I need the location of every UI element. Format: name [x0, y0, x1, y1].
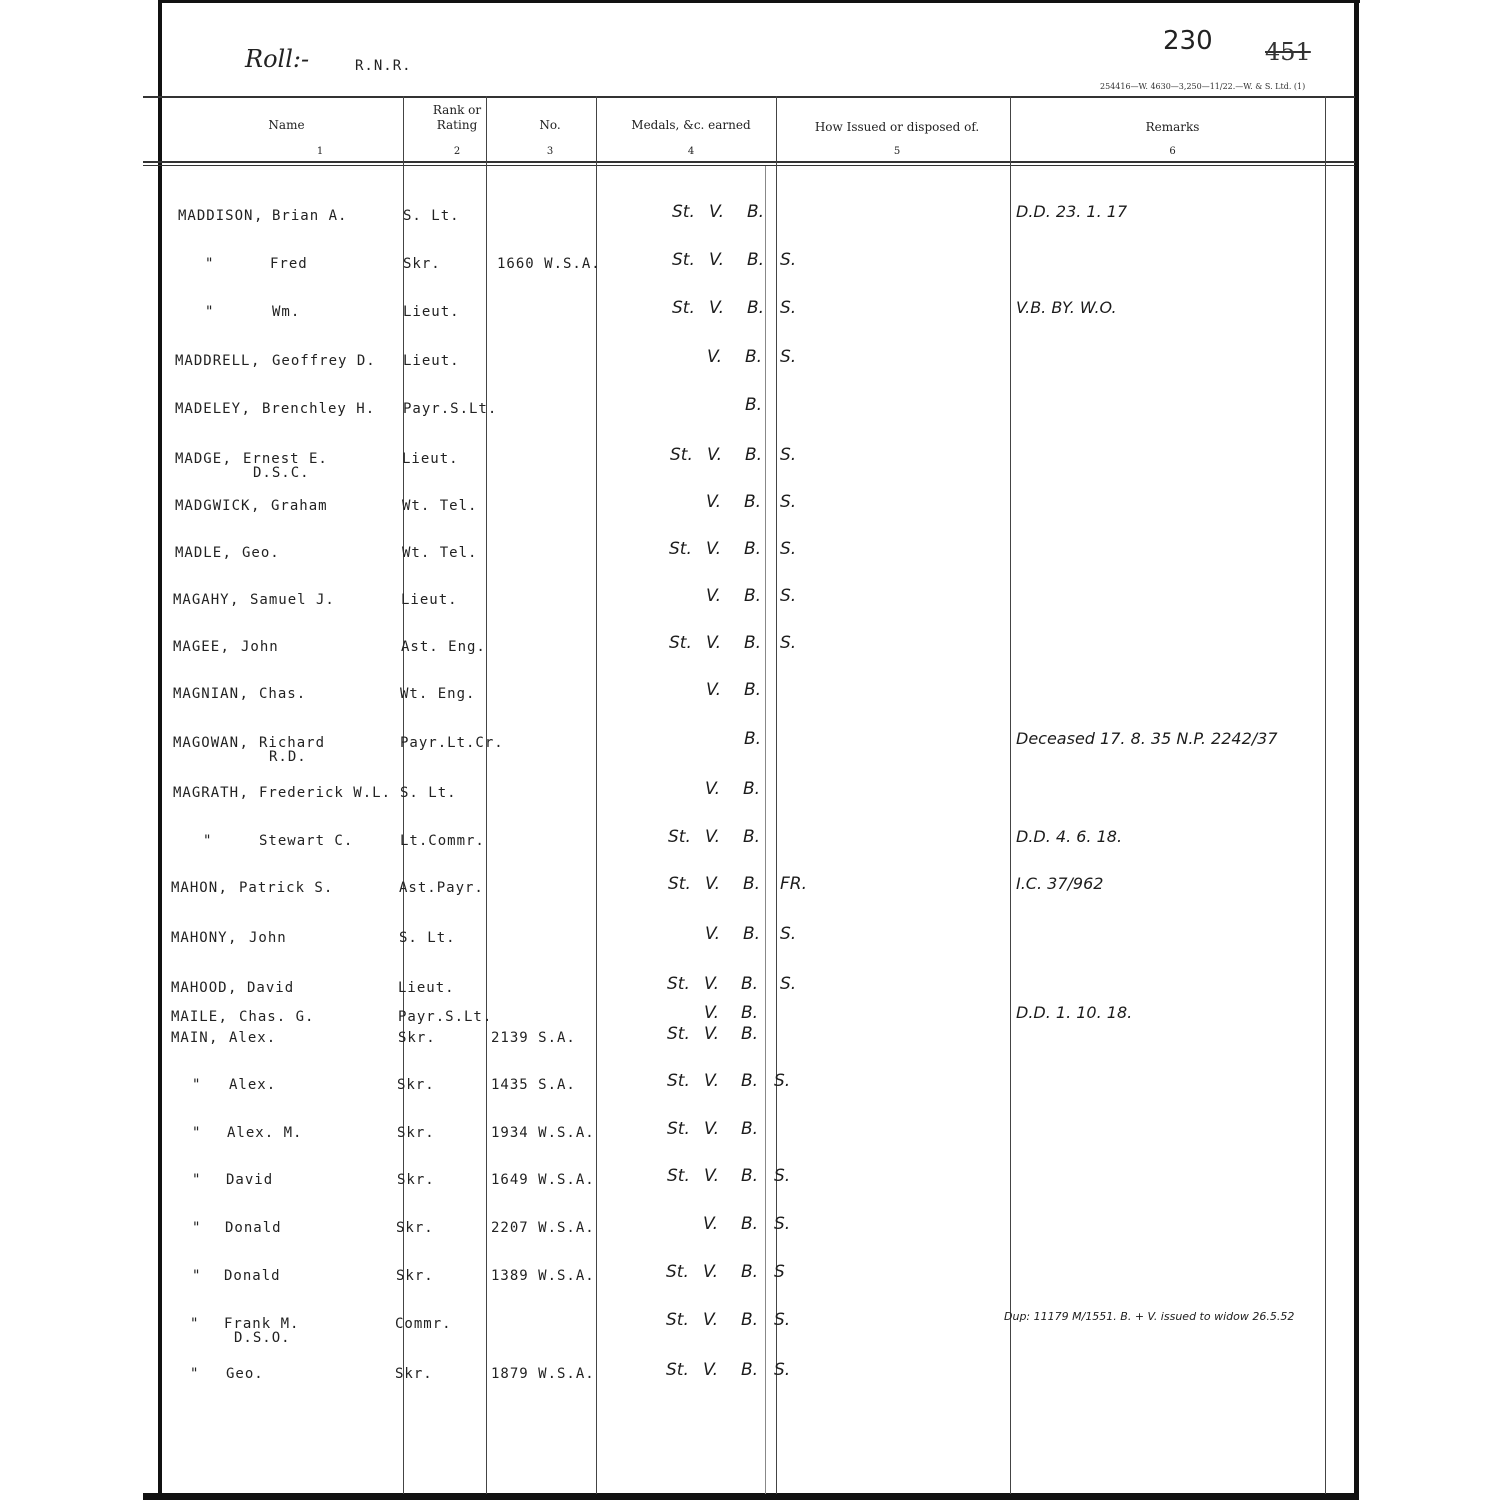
- entry-given-name: Samuel J.: [250, 592, 335, 608]
- entry-separator: ,: [218, 1009, 228, 1025]
- entry-issued: S.: [780, 586, 797, 606]
- entry-medal: V.: [705, 827, 721, 847]
- entry-rank: Skr.: [397, 1077, 435, 1093]
- entry-surname: MAGOWAN: [173, 735, 240, 751]
- entry-medal: V.: [704, 1119, 720, 1139]
- entry-given-name: John: [249, 930, 287, 946]
- entry-medal: St.: [666, 1310, 689, 1330]
- column-number: 6: [1169, 146, 1176, 157]
- entry-official-number: 1660 W.S.A.: [497, 256, 601, 272]
- entry-rank: Payr.S.Lt.: [398, 1009, 493, 1025]
- entry-given-name: Alex.: [229, 1077, 277, 1093]
- entry-rank: Payr.Lt.Cr.: [400, 735, 504, 751]
- column-header-name: Name: [268, 118, 305, 132]
- roll-label: Roll:-: [245, 45, 310, 73]
- entry-medal: V.: [707, 347, 723, 367]
- entry-surname: ": [205, 256, 215, 272]
- entry-surname: MAHON: [171, 880, 219, 896]
- column-number: 2: [453, 146, 461, 157]
- entry-given-name: Alex. M.: [227, 1125, 303, 1141]
- entry-decoration: R.D.: [269, 749, 307, 765]
- entry-rank: Wt. Eng.: [400, 686, 476, 702]
- entry-medal: St.: [668, 874, 691, 894]
- entry-issued: S.: [780, 250, 797, 270]
- entry-issued: S.: [780, 347, 797, 367]
- entry-medal: B.: [741, 1310, 759, 1330]
- entry-medal: St.: [670, 445, 693, 465]
- entry-given-name: Ernest E.: [243, 451, 328, 467]
- entry-rank: Lieut.: [403, 353, 460, 369]
- entry-surname: ": [192, 1172, 202, 1188]
- entry-surname: MAHONY: [171, 930, 228, 946]
- entry-rank: Ast.Payr.: [399, 880, 484, 896]
- entry-surname: MADGE: [175, 451, 223, 467]
- entry-surname: MAHOOD: [171, 980, 228, 996]
- column-number: 1: [316, 146, 324, 157]
- entry-surname: ": [192, 1125, 202, 1141]
- entry-separator: ,: [228, 930, 238, 946]
- entry-medal: B.: [747, 298, 765, 318]
- entry-medal: V.: [705, 924, 721, 944]
- entry-medal: V.: [705, 779, 721, 799]
- entry-surname: ": [203, 833, 213, 849]
- entry-decoration: D.S.O.: [234, 1330, 291, 1346]
- entry-official-number: 2139 S.A.: [491, 1030, 576, 1046]
- old-page-number: 451: [1265, 38, 1311, 66]
- entry-rank: Lieut.: [403, 304, 460, 320]
- entry-separator: ,: [251, 353, 261, 369]
- entry-remarks: Deceased 17. 8. 35 N.P. 2242/37: [1016, 729, 1278, 748]
- entry-medal: V.: [709, 202, 725, 222]
- entry-given-name: John: [241, 639, 279, 655]
- column-divider: [1325, 96, 1326, 1494]
- column-header-medals: Medals, &c. earned: [631, 118, 751, 132]
- entry-rank: Lieut.: [402, 451, 459, 467]
- entry-rank: Payr.S.Lt.: [403, 401, 498, 417]
- column-divider: [596, 96, 597, 1494]
- entry-surname: MADDRELL: [175, 353, 251, 369]
- entry-medal: St.: [666, 1360, 689, 1380]
- entry-issued: S.: [780, 924, 797, 944]
- entry-rank: Wt. Tel.: [402, 498, 478, 514]
- entry-official-number: 1934 W.S.A.: [491, 1125, 595, 1141]
- entry-given-name: Graham: [271, 498, 328, 514]
- entry-medal: B.: [741, 1024, 759, 1044]
- entry-issued: S.: [774, 1166, 791, 1186]
- entry-medal: V.: [703, 1214, 719, 1234]
- entry-surname: MAGAHY: [173, 592, 230, 608]
- entry-medal: B.: [745, 395, 763, 415]
- entry-medal: V.: [704, 1071, 720, 1091]
- entry-rank: Skr.: [398, 1030, 436, 1046]
- entry-official-number: 1879 W.S.A.: [491, 1366, 595, 1382]
- entry-given-name: Frank M.: [224, 1316, 300, 1332]
- entry-medal: St.: [672, 202, 695, 222]
- entry-issued: S.: [780, 633, 797, 653]
- entry-rank: Skr.: [396, 1220, 434, 1236]
- page-edge: [143, 1493, 1359, 1500]
- entry-given-name: Brian A.: [272, 208, 348, 224]
- entry-medal: V.: [704, 974, 720, 994]
- entry-surname: ": [205, 304, 215, 320]
- entry-separator: ,: [222, 451, 232, 467]
- entry-official-number: 2207 W.S.A.: [491, 1220, 595, 1236]
- entry-rank: Skr.: [395, 1366, 433, 1382]
- entry-issued: S.: [780, 539, 797, 559]
- entry-medal: B.: [745, 445, 763, 465]
- entry-medal: V.: [704, 1166, 720, 1186]
- entry-surname: ": [190, 1316, 200, 1332]
- entry-surname: ": [192, 1268, 202, 1284]
- entry-medal: V.: [705, 874, 721, 894]
- entry-surname: MADLE: [175, 545, 223, 561]
- column-divider: [486, 96, 487, 1494]
- entry-medal: St.: [667, 1071, 690, 1091]
- entry-medal: St.: [669, 539, 692, 559]
- header-rule: [143, 161, 1355, 163]
- entry-medal: B.: [741, 974, 759, 994]
- entry-issued: S.: [774, 1310, 791, 1330]
- column-number: 4: [687, 146, 695, 157]
- entry-medal: B.: [741, 1071, 759, 1091]
- entry-remarks: Dup: 11179 M/1551. B. + V. issued to widow 26.5.52: [1004, 1310, 1295, 1323]
- entry-given-name: Alex.: [229, 1030, 277, 1046]
- entry-issued: S.: [780, 445, 797, 465]
- entry-given-name: Donald: [225, 1220, 282, 1236]
- entry-medal: B.: [745, 347, 763, 367]
- entry-separator: ,: [254, 208, 264, 224]
- entry-separator: ,: [220, 639, 230, 655]
- entry-official-number: 1435 S.A.: [491, 1077, 576, 1093]
- entry-medal: V.: [709, 250, 725, 270]
- entry-medal: St.: [666, 1262, 689, 1282]
- entry-medal: St.: [669, 633, 692, 653]
- entry-rank: Wt. Tel.: [402, 545, 478, 561]
- entry-given-name: Geoffrey D.: [272, 353, 376, 369]
- entry-separator: ,: [209, 1030, 219, 1046]
- column-header-remarks: Remarks: [1145, 120, 1200, 134]
- entry-medal: B.: [743, 874, 761, 894]
- entry-remarks: D.D. 1. 10. 18.: [1016, 1003, 1133, 1022]
- entry-medal: St.: [667, 974, 690, 994]
- entry-medal: V.: [709, 298, 725, 318]
- entry-issued: FR.: [780, 874, 807, 894]
- entry-given-name: David: [226, 1172, 274, 1188]
- entry-separator: ,: [218, 880, 228, 896]
- entry-rank: Commr.: [395, 1316, 452, 1332]
- entry-rank: Lt.Commr.: [400, 833, 485, 849]
- entry-medal: B.: [741, 1360, 759, 1380]
- column-divider: [776, 96, 777, 1494]
- entry-given-name: Geo.: [242, 545, 280, 561]
- entry-medal: V.: [703, 1310, 719, 1330]
- top-rule: [143, 96, 1355, 98]
- entry-medal: B.: [743, 827, 761, 847]
- entry-given-name: Patrick S.: [239, 880, 334, 896]
- entry-issued: S.: [774, 1214, 791, 1234]
- entry-separator: ,: [239, 785, 249, 801]
- entry-surname: MADGWICK: [175, 498, 251, 514]
- entry-medal: B.: [741, 1119, 759, 1139]
- entry-separator: ,: [241, 401, 251, 417]
- header-rule: [143, 165, 1355, 166]
- entry-medal: B.: [744, 492, 762, 512]
- entry-surname: MADELEY: [175, 401, 242, 417]
- page-number: 230: [1163, 26, 1213, 56]
- entry-rank: Skr.: [396, 1268, 434, 1284]
- entry-surname: ": [192, 1077, 202, 1093]
- entry-medal: V.: [706, 539, 722, 559]
- entry-surname: MAGEE: [173, 639, 221, 655]
- entry-separator: ,: [230, 592, 240, 608]
- entry-rank: Skr.: [397, 1172, 435, 1188]
- roll-value: R.N.R.: [355, 58, 412, 74]
- entry-medal: St.: [667, 1119, 690, 1139]
- entry-medal: V.: [704, 1024, 720, 1044]
- entry-surname: MAILE: [171, 1009, 219, 1025]
- entry-medal: B.: [741, 1262, 759, 1282]
- column-divider: [1010, 96, 1011, 1494]
- entry-issued: S.: [774, 1071, 791, 1091]
- entry-given-name: Wm.: [272, 304, 301, 320]
- column-header-number: No.: [539, 118, 561, 132]
- entry-medal: B.: [743, 924, 761, 944]
- entry-medal: B.: [744, 680, 762, 700]
- entry-rank: Skr.: [403, 256, 441, 272]
- printer-line: 254416—W. 4630—3,250—11/22.—W. & S. Ltd. (1): [1100, 82, 1306, 91]
- entry-separator: ,: [251, 498, 261, 514]
- entry-medal: B.: [747, 250, 765, 270]
- entry-medal: St.: [672, 250, 695, 270]
- entry-separator: ,: [222, 545, 232, 561]
- entry-rank: Skr.: [397, 1125, 435, 1141]
- entry-surname: MADDISON: [178, 208, 254, 224]
- entry-given-name: Frederick W.L.: [259, 785, 392, 801]
- entry-rank: Lieut.: [398, 980, 455, 996]
- column-header-rank: Rank or Rating: [432, 103, 482, 132]
- entry-medal: V.: [706, 680, 722, 700]
- entry-remarks: V.B. BY. W.O.: [1016, 298, 1117, 317]
- entry-medal: V.: [706, 586, 722, 606]
- entry-remarks: D.D. 4. 6. 18.: [1016, 827, 1123, 846]
- page-edge: [158, 0, 1360, 3]
- page-edge: [158, 0, 162, 1500]
- entry-separator: ,: [228, 980, 238, 996]
- entry-medal: B.: [744, 539, 762, 559]
- entry-remarks: D.D. 23. 1. 17: [1016, 202, 1128, 221]
- entry-remarks: I.C. 37/962: [1016, 874, 1104, 893]
- entry-medal: V.: [704, 1003, 720, 1023]
- entry-medal: B.: [744, 586, 762, 606]
- entry-given-name: Chas. G.: [239, 1009, 315, 1025]
- entry-medal: St.: [672, 298, 695, 318]
- entry-medal: B.: [743, 779, 761, 799]
- entry-medal: St.: [668, 827, 691, 847]
- entry-medal: V.: [703, 1262, 719, 1282]
- entry-official-number: 1389 W.S.A.: [491, 1268, 595, 1284]
- entry-rank: Lieut.: [401, 592, 458, 608]
- entry-medal: B.: [744, 633, 762, 653]
- entry-surname: MAGNIAN: [173, 686, 240, 702]
- entry-given-name: Chas.: [259, 686, 307, 702]
- entry-given-name: Geo.: [226, 1366, 264, 1382]
- entry-given-name: David: [247, 980, 295, 996]
- entry-issued: S.: [780, 492, 797, 512]
- entry-issued: S: [774, 1262, 785, 1282]
- entry-medal: B.: [741, 1214, 759, 1234]
- entry-issued: S.: [780, 298, 797, 318]
- entry-medal: V.: [706, 633, 722, 653]
- entry-surname: MAGRATH: [173, 785, 240, 801]
- entry-medal: V.: [703, 1360, 719, 1380]
- column-number: 3: [546, 146, 554, 157]
- entry-given-name: Brenchley H.: [262, 401, 376, 417]
- entry-rank: S. Lt.: [400, 785, 457, 801]
- column-divider: [765, 166, 766, 1494]
- entry-given-name: Stewart C.: [259, 833, 354, 849]
- entry-decoration: D.S.C.: [253, 465, 310, 481]
- entry-medal: B.: [741, 1003, 759, 1023]
- entry-medal: St.: [667, 1024, 690, 1044]
- entry-medal: V.: [707, 445, 723, 465]
- entry-rank: S. Lt.: [403, 208, 460, 224]
- entry-rank: S. Lt.: [399, 930, 456, 946]
- entry-separator: ,: [239, 686, 249, 702]
- entry-surname: ": [190, 1366, 200, 1382]
- entry-medal: St.: [667, 1166, 690, 1186]
- column-header-issued: How Issued or disposed of.: [814, 120, 980, 134]
- entry-medal: B.: [741, 1166, 759, 1186]
- entry-given-name: Fred: [270, 256, 308, 272]
- entry-rank: Ast. Eng.: [401, 639, 486, 655]
- entry-medal: V.: [706, 492, 722, 512]
- page-edge: [1354, 0, 1359, 1500]
- entry-issued: S.: [780, 974, 797, 994]
- entry-given-name: Richard: [259, 735, 326, 751]
- entry-surname: MAIN: [171, 1030, 209, 1046]
- entry-issued: S.: [774, 1360, 791, 1380]
- entry-separator: ,: [239, 735, 249, 751]
- entry-given-name: Donald: [224, 1268, 281, 1284]
- column-number: 5: [893, 146, 901, 157]
- entry-medal: B.: [747, 202, 765, 222]
- entry-medal: B.: [744, 729, 762, 749]
- entry-surname: ": [192, 1220, 202, 1236]
- entry-official-number: 1649 W.S.A.: [491, 1172, 595, 1188]
